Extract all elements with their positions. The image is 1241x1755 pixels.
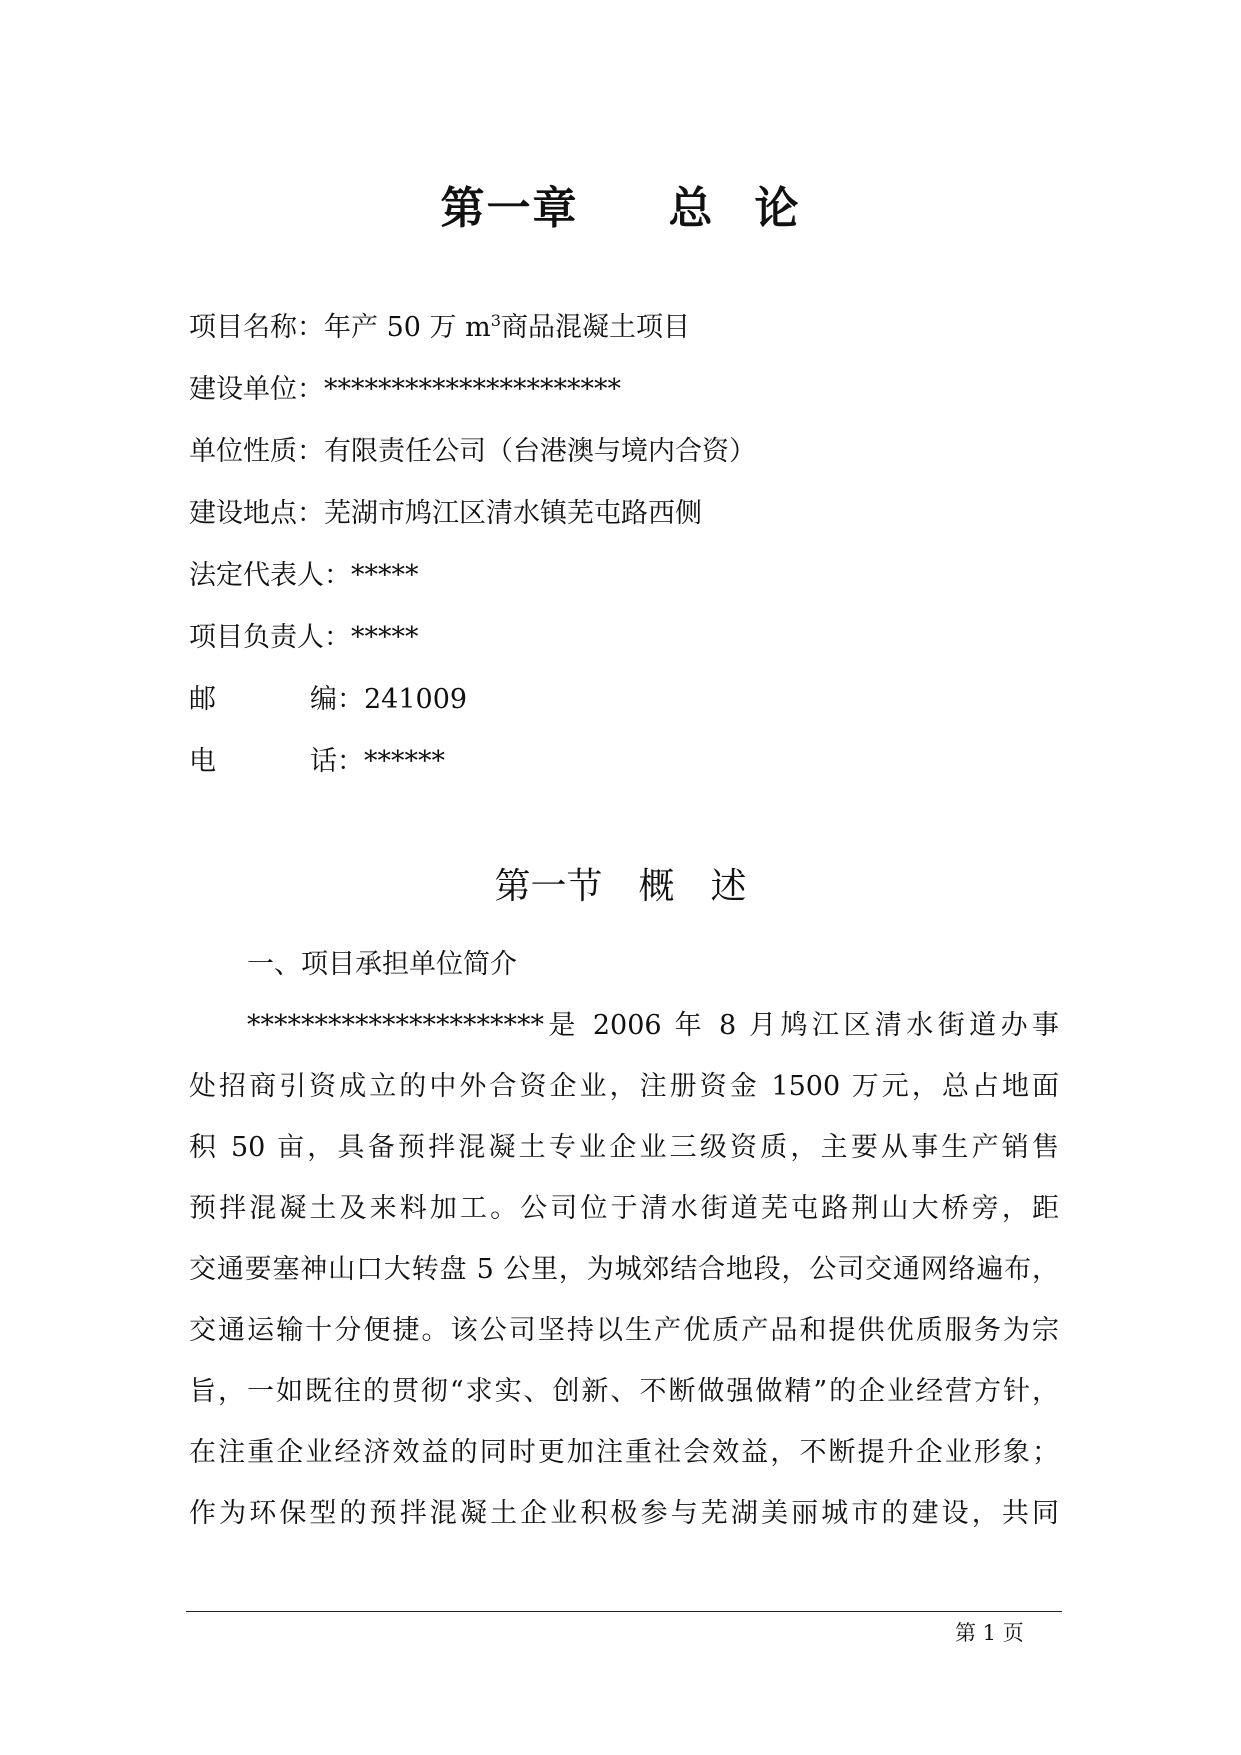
paragraph-line: 作为环保型的预拌混凝土企业积极参与芜湖美丽城市的建设，共同 (189, 1498, 1059, 1529)
chapter-title-char-2: 论 (754, 183, 801, 234)
info-label: 项目负责人： (189, 622, 351, 653)
info-label: 邮 (189, 684, 216, 715)
paragraph-line: 处招商引资成立的中外合资企业，注册资金 1500 万元，总占地面 (189, 1071, 1059, 1102)
paragraph-line: 交通要塞神山口大转盘 5 公里，为城郊结合地段，公司交通网络遍布， (189, 1254, 1059, 1285)
project-info (189, 308, 756, 804)
info-row-location (189, 494, 756, 556)
info-value: ****** (364, 746, 445, 777)
info-row-builder (189, 370, 756, 432)
paragraph-line: 积 50 亩，具备预拌混凝土专业企业三级资质，主要从事生产销售 (189, 1132, 1059, 1163)
info-value-suffix: 商品混凝土项目 (501, 312, 691, 343)
info-value: 芜湖市鸠江区清水镇芜屯路西侧 (324, 498, 702, 529)
info-row-legal-rep (189, 556, 756, 618)
info-label-suffix: 编： (310, 684, 364, 715)
info-label: 项目名称： (189, 312, 324, 343)
info-value: ********************** (324, 374, 621, 405)
info-label: 单位性质： (189, 436, 324, 467)
paragraph-line: **********************是 2006 年 8 月鸠江区清水街道办事 (247, 1010, 1059, 1041)
section-title-char-2: 述 (710, 866, 747, 907)
info-label: 电 (189, 746, 216, 777)
paragraph-line: 旨，一如既往的贯彻“求实、创新、不断做强做精”的企业经营方针， (189, 1376, 1059, 1407)
chapter-number: 第一章 (440, 183, 579, 234)
page-number: 第 1 页 (955, 1621, 1024, 1645)
info-row-nature (189, 432, 756, 494)
info-value: ***** (351, 622, 419, 653)
info-row-postcode (189, 680, 756, 742)
info-label: 建设单位： (189, 374, 324, 405)
paragraph-line: 预拌混凝土及来料加工。公司位于清水街道芜屯路荆山大桥旁，距 (189, 1193, 1059, 1224)
paragraph-line: 在注重企业经济效益的同时更加注重社会效益，不断提升企业形象； (189, 1437, 1059, 1468)
body-paragraph (189, 1006, 1059, 1555)
info-value: 有限责任公司（台港澳与境内合资） (324, 436, 756, 467)
info-value: ***** (351, 560, 419, 591)
footer-divider (186, 1611, 1062, 1612)
chapter-title-char-1: 总 (668, 183, 715, 234)
chapter-title (0, 172, 1241, 236)
section-number: 第一节 (494, 866, 603, 907)
unit-superscript: 3 (490, 311, 502, 330)
section-title (0, 858, 1241, 909)
subheading: 一、项目承担单位简介 (247, 949, 517, 980)
info-row-project-name (189, 308, 756, 370)
section-title-char-1: 概 (638, 866, 675, 907)
info-label-suffix: 话： (310, 746, 364, 777)
info-label: 建设地点： (189, 498, 324, 529)
info-label: 法定代表人： (189, 560, 351, 591)
info-value: 241009 (364, 684, 468, 715)
info-row-project-lead (189, 618, 756, 680)
paragraph-line: 交通运输十分便捷。该公司坚持以生产优质产品和提供优质服务为宗 (189, 1315, 1059, 1346)
info-value: 年产 50 万 m (324, 312, 491, 343)
info-row-phone (189, 742, 756, 804)
